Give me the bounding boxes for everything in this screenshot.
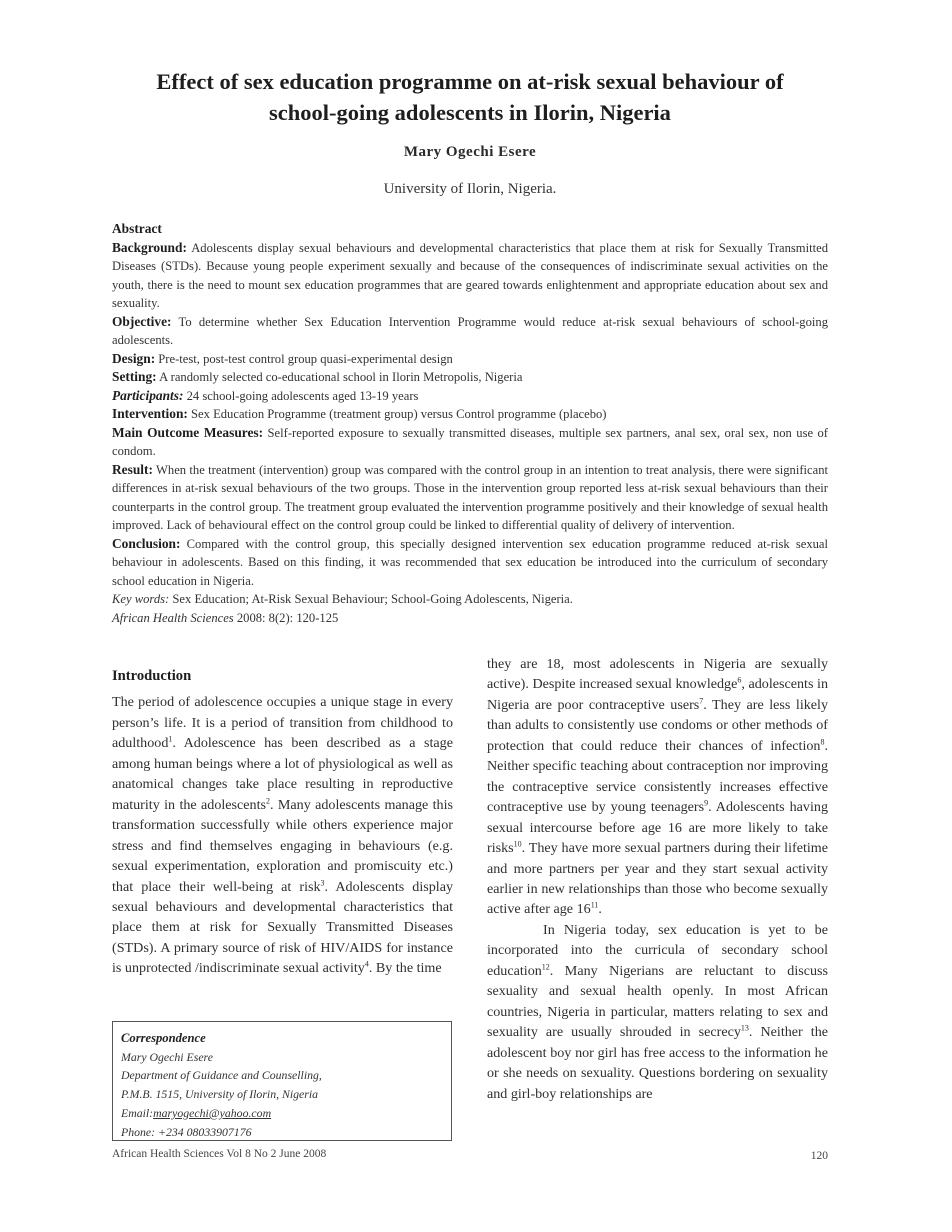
page-number: 120 bbox=[810, 1150, 828, 1162]
article-title-line-2: school-going adolescents in Ilorin, Nigeria bbox=[269, 100, 671, 125]
text-run: . Adolescents display sexual behaviours and developmental characteristics that place them at risk for Sexually Transmitted Diseases (STDs). A primary source of risk of HIV/AIDS for instance is unprotected /indiscriminate sexual activity bbox=[112, 878, 453, 977]
left-column bbox=[112, 666, 453, 979]
text-run: . They are less likely than adults to consistently use condoms or other methods of protection that could reduce their chances of infection bbox=[487, 696, 828, 754]
abstract-keywords bbox=[112, 590, 828, 609]
intro-paragraph-3 bbox=[487, 920, 828, 1104]
intervention-text: Sex Education Programme (treatment group) versus Control programme (placebo) bbox=[187, 407, 607, 421]
intro-paragraph-2 bbox=[487, 654, 828, 920]
text-run: . Many Nigerians are reluctant to discuss sexuality and sexual health openly. In most African countries, Nigeria in particular, matters relating to sex and sexuality are usually shrouded in secrecy bbox=[487, 962, 828, 1041]
participants-text: 24 school-going adolescents aged 13-19 years bbox=[183, 388, 419, 403]
setting-text: A randomly selected co-educational school in Ilorin Metropolis, Nigeria bbox=[156, 370, 523, 384]
citation-journal: African Health Sciences bbox=[112, 610, 234, 625]
introduction-heading: Introduction bbox=[112, 668, 192, 684]
reference-6: 6 bbox=[737, 675, 742, 685]
text-run: . Many adolescents manage this transformation successfully while others experience major stress and find themselves engaging in behaviours (e.g. sexual experimentation, exploration and promiscuity etc.) that place their well-being at risk bbox=[112, 796, 453, 895]
article-title bbox=[112, 66, 828, 128]
reference-1: 1 bbox=[168, 734, 173, 744]
text-run: . bbox=[598, 901, 602, 918]
text-run: . Neither the adolescent boy nor girl has free access to the information he or she needs on sexuality. Questions bordering on sexuality and girl-boy relationships are bbox=[487, 1024, 828, 1102]
objective-text: To determine whether Sex Education Intervention Programme would reduce at-risk sexual behaviours of school-going adolescents. bbox=[112, 314, 828, 347]
footer-journal: African Health Sciences Vol 8 No 2 June 2008 bbox=[112, 1148, 327, 1160]
text-run: The period of adolescence occupies a unique stage in every person’s life. It is a period of transition from childhood to adulthood bbox=[112, 694, 453, 752]
abstract bbox=[112, 220, 828, 627]
background-label: Background: bbox=[112, 239, 187, 255]
abstract-intervention bbox=[112, 405, 828, 424]
reference-11: 11 bbox=[590, 900, 599, 910]
text-run: . Adolescence has been described as a stage among human beings where a lot of physiological as well as anatomical changes take place resulting in reproductive maturity in the adolescents bbox=[112, 735, 453, 813]
reference-2: 2 bbox=[265, 796, 270, 806]
text-run: . Adolescents having sexual intercourse before age 16 are more likely to take risks bbox=[487, 799, 828, 857]
abstract-setting bbox=[112, 368, 828, 387]
correspondence-name: Mary Ogechi Esere bbox=[121, 1049, 213, 1064]
setting-label: Setting: bbox=[112, 369, 157, 384]
reference-9: 9 bbox=[704, 798, 709, 808]
abstract-conclusion bbox=[112, 535, 828, 591]
correspondence-heading: Correspondence bbox=[121, 1031, 206, 1045]
keywords-text: Sex Education; At-Risk Sexual Behaviour; School-Going Adolescents, Nigeria. bbox=[169, 592, 573, 606]
intro-paragraph-1 bbox=[112, 692, 453, 978]
outcome-text: Self-reported exposure to sexually transmitted diseases, multiple sex partners, anal sex, oral sex, non use of condom. bbox=[112, 425, 828, 458]
conclusion-label: Conclusion: bbox=[112, 535, 181, 551]
email-label: Email: bbox=[121, 1105, 154, 1120]
abstract-design bbox=[112, 350, 828, 369]
result-label: Result: bbox=[112, 461, 153, 477]
objective-label: Objective: bbox=[112, 313, 172, 329]
design-text: Pre-test, post-test control group quasi-experimental design bbox=[155, 351, 453, 366]
abstract-result bbox=[112, 461, 828, 535]
abstract-objective bbox=[112, 313, 828, 350]
correspondence-department: Department of Guidance and Counselling, bbox=[121, 1068, 322, 1083]
author-affiliation: University of Ilorin, Nigeria. bbox=[383, 181, 557, 197]
abstract-outcome bbox=[112, 424, 828, 461]
conclusion-text: Compared with the control group, this specially designed intervention sex education programme reduced at-risk sexual behaviour in adolescents. Based on this finding, it was recommended that sex education be introduced into the curriculum of secondary school education in Nigeria. bbox=[112, 536, 828, 588]
text-run: . They have more sexual partners during their lifetime and more partners per year and they start sexual activity earlier in new relationships than those who become sexually active after age 16 bbox=[487, 840, 828, 918]
keywords-label: Key words: bbox=[112, 592, 170, 606]
abstract-background bbox=[112, 239, 828, 313]
abstract-citation bbox=[112, 609, 828, 628]
text-run: . Neither specific teaching about contraception nor improving the contraceptive service consistently increases effective contraceptive use by young teenagers bbox=[487, 737, 828, 816]
intervention-label: Intervention: bbox=[112, 406, 188, 421]
reference-3: 3 bbox=[320, 877, 325, 887]
reference-7: 7 bbox=[699, 696, 704, 706]
abstract-participants bbox=[112, 387, 828, 406]
outcome-label: Main Outcome Measures: bbox=[112, 424, 264, 440]
right-column bbox=[487, 654, 828, 1104]
author-name: Mary Ogechi Esere bbox=[403, 144, 537, 160]
correspondence-address: P.M.B. 1515, University of Ilorin, Nigeria bbox=[121, 1087, 319, 1102]
text-run: In Nigeria today, sex education is yet to be incorporated into the curricula of secondary school education bbox=[487, 921, 828, 979]
reference-10: 10 bbox=[513, 839, 522, 849]
background-text: Adolescents display sexual behaviours and developmental characteristics that place them at risk for Sexually Transmitted Diseases (STDs). Because young people experiment sexually and because of the consequences of indiscriminate sexual activities on the youth, there is the need to mount sex education programmes that are geared towards enlightenment and appropriate education about sex and sexuality. bbox=[112, 240, 828, 310]
reference-4: 4 bbox=[364, 959, 369, 969]
text-run: . By the time bbox=[368, 960, 442, 977]
citation-details: 2008: 8(2): 120-125 bbox=[233, 610, 339, 625]
correspondence-phone: Phone: +234 08033907176 bbox=[121, 1124, 252, 1139]
design-label: Design: bbox=[112, 350, 156, 366]
result-text: When the treatment (intervention) group was compared with the control group in an intention to treat analysis, there were significant differences in at-risk sexual behaviours of the two groups. Those in the intervention group reported less at-risk sexual behaviours than their counterparts in the control group. The treatment group evaluated the intervention programme positively and their knowledge of sexual health improved. Lack of behavioural effect on the control group could be linked to differential quality of delivery of intervention. bbox=[112, 462, 828, 532]
email-link[interactable]: maryogechi@yahoo.com bbox=[153, 1105, 272, 1120]
reference-13: 13 bbox=[740, 1023, 749, 1033]
abstract-heading: Abstract bbox=[112, 221, 162, 236]
text-run: they are 18, most adolescents in Nigeria are sexually active). Despite increased sexual knowledge bbox=[487, 656, 828, 693]
participants-label: Participants: bbox=[112, 387, 184, 403]
correspondence-box bbox=[112, 1021, 452, 1141]
text-run: , adolescents in Nigeria are poor contraceptive users bbox=[487, 676, 829, 713]
reference-12: 12 bbox=[541, 962, 550, 972]
article-title-line-1: Effect of sex education programme on at-risk sexual behaviour of bbox=[156, 69, 784, 94]
correspondence-email-line bbox=[121, 1104, 443, 1123]
reference-8: 8 bbox=[820, 737, 825, 747]
